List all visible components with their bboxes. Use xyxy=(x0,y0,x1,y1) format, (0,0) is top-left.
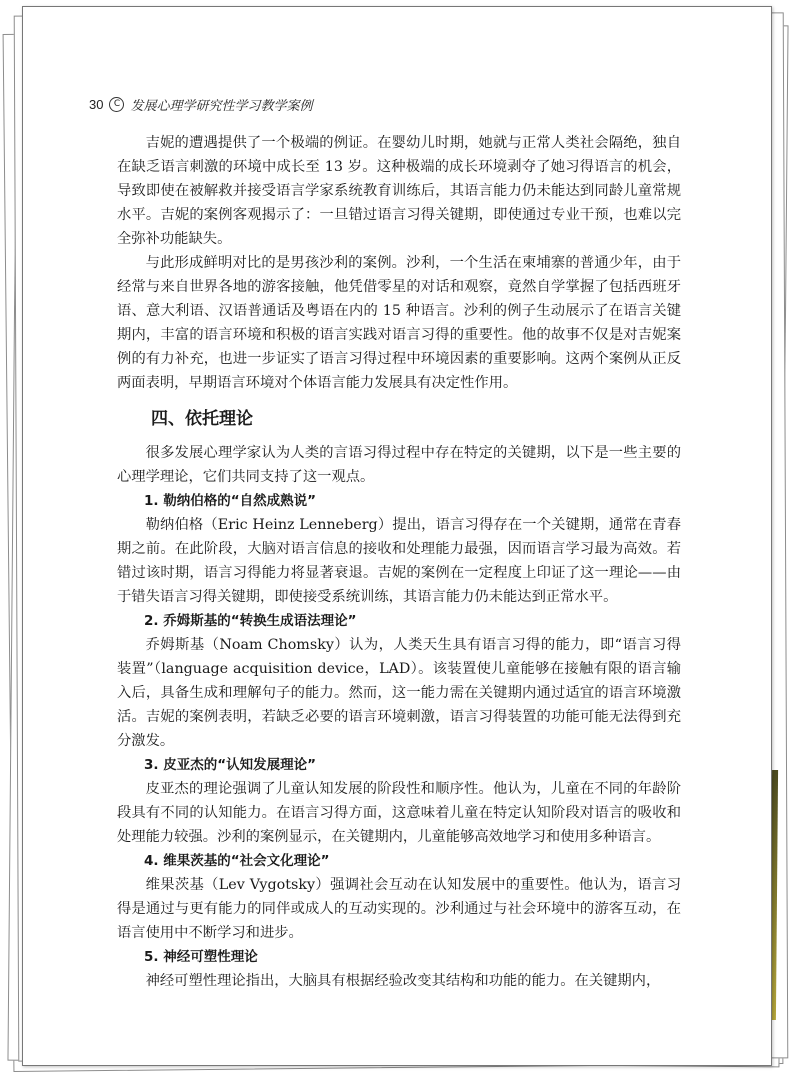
theory-heading-lenneberg: 1. 勒纳伯格的“自然成熟说” xyxy=(144,493,316,509)
theory-heading-chomsky: 2. 乔姆斯基的“转换生成语法理论” xyxy=(144,613,357,629)
section-lead: 很多发展心理学家认为人类的言语习得过程中存在特定的关键期，以下是一些主要的心理学理论，它们共同支持了这一观点。 xyxy=(117,445,681,485)
theory-body-piaget: 皮亚杰的理论强调了儿童认知发展的阶段性和顺序性。他认为，儿童在不同的年龄阶段具有不同的认知能力。在语言习得方面，这意味着儿童在特定认知阶段对语言的吸收和处理能力较强。沙利的案例显示，在关键期内，儿童能够高效地学习和使用多种语言。 xyxy=(117,781,681,845)
section-title: 四、依托理论 xyxy=(151,409,253,429)
theory-body-chomsky: 乔姆斯基（Noam Chomsky）认为，人类天生具有语言习得的能力，即“语言习得装置”（language acquisition device，LAD）。该装置使儿童能够在接触有限的语言输入后，具备生成和理解句子的能力。然而，这一能力需在关键期内通过适宜的语言环境激活。吉妮的案例表明，若缺乏必要的语言环境刺激，语言习得装置的功能可能无法得到充分激发。 xyxy=(117,637,681,749)
running-header xyxy=(89,95,312,114)
book-title: 发展心理学研究性学习教学案例 xyxy=(130,99,313,114)
intro-paragraph-genie: 吉妮的遭遇提供了一个极端的例证。在婴幼儿时期，她就与正常人类社会隔绝，独自在缺乏语言刺激的环境中成长至 13 岁。这种极端的成长环境剥夺了她习得语言的机会，导致即使在被解救并接受语言学家系统教育训练后，其语言能力仍未能达到同龄儿童常规水平。吉妮的案例客观揭示了：一旦错过语言习得关键期，即使通过专业干预，也难以完全弥补功能缺失。 xyxy=(117,135,681,247)
theory-body-neuroplasticity: 神经可塑性理论指出，大脑具有根据经验改变其结构和功能的能力。在关键期内， xyxy=(145,973,661,989)
book-page xyxy=(22,6,772,1066)
theory-heading-vygotsky: 4. 维果茨基的“社会文化理论” xyxy=(144,853,330,869)
chapter-mark-icon: C xyxy=(109,97,124,112)
theory-heading-piaget: 3. 皮亚杰的“认知发展理论” xyxy=(144,757,316,773)
theory-body-lenneberg: 勒纳伯格（Eric Heinz Lenneberg）提出，语言习得存在一个关键期，通常在青春期之前。在此阶段，大脑对语言信息的接收和处理能力最强，因而语言学习最为高效。若错过该时期，语言习得能力将显著衰退。吉妮的案例在一定程度上印证了这一理论——由于错失语言习得关键期，即使接受系统训练，其语言能力仍未能达到正常水平。 xyxy=(117,517,681,605)
page-number: 30 xyxy=(89,97,104,112)
page-body xyxy=(117,131,681,993)
intro-paragraph-shali: 与此形成鲜明对比的是男孩沙利的案例。沙利，一个生活在柬埔寨的普通少年，由于经常与来自世界各地的游客接触，他凭借零星的对话和观察，竟然自学掌握了包括西班牙语、意大利语、汉语普通话及粤语在内的 15 种语言。沙利的例子生动展示了在语言关键期内，丰富的语言环境和积极的语言实践对语言习得的重要性。他的故事不仅是对吉妮案例的有力补充，也进一步证实了语言习得过程中环境因素的重要影响。这两个案例从正反两面表明，早期语言环境对个体语言能力发展具有决定性作用。 xyxy=(117,255,681,391)
theory-heading-neuroplasticity: 5. 神经可塑性理论 xyxy=(144,949,258,965)
theory-body-vygotsky: 维果茨基（Lev Vygotsky）强调社会互动在认知发展中的重要性。他认为，语言习得是通过与更有能力的同伴或成人的互动实现的。沙利通过与社会环境中的游客互动，在语言使用中不断学习和进步。 xyxy=(117,877,681,941)
